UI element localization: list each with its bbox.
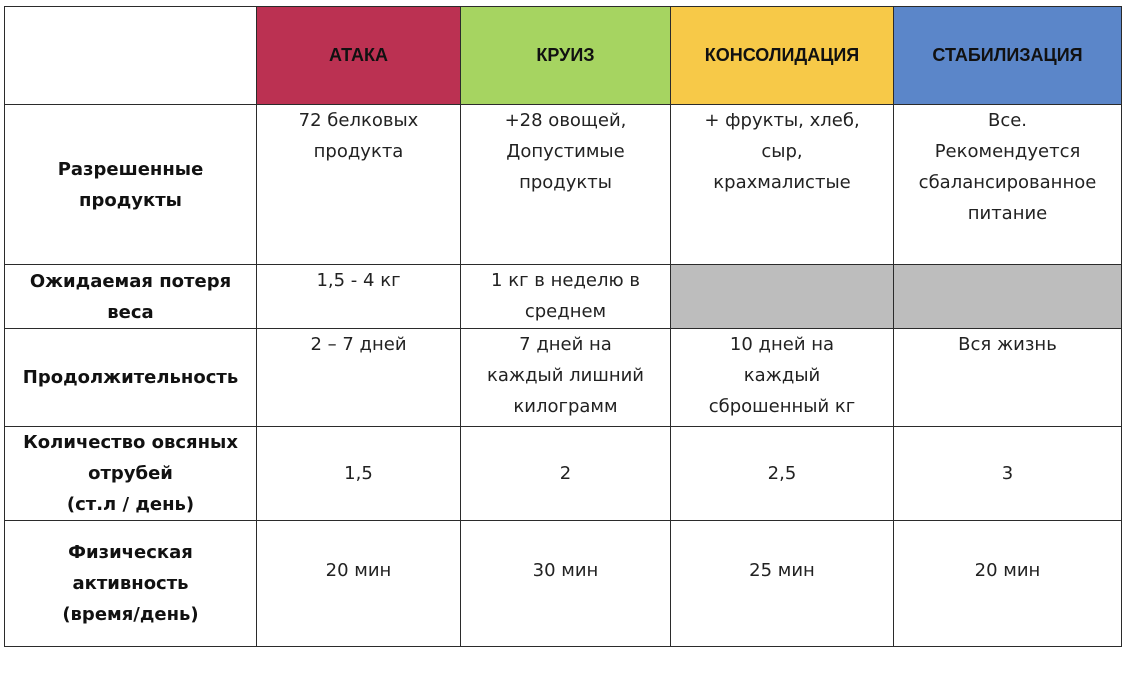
row-label-line: продукты bbox=[79, 189, 182, 211]
cell-line: питание bbox=[967, 203, 1048, 224]
table-row-oat-bran bbox=[5, 427, 1122, 521]
phase-header-cruise: КРУИЗ bbox=[461, 7, 671, 105]
cell-cruise-physical-activity bbox=[461, 521, 671, 647]
cell-stabilization-oat-bran bbox=[894, 427, 1122, 521]
cell-line: 2,5 bbox=[767, 463, 797, 484]
cell-cruise-duration bbox=[461, 329, 671, 427]
row-label-line: Количество овсяных bbox=[23, 432, 238, 453]
cell-line: Вся жизнь bbox=[958, 334, 1057, 355]
cell-line: каждый bbox=[743, 365, 821, 386]
row-label-line: Ожидаемая потеря bbox=[29, 270, 232, 292]
row-label-oat-bran bbox=[5, 427, 257, 521]
cell-attack-duration bbox=[257, 329, 461, 427]
cell-attack-physical-activity bbox=[257, 521, 461, 647]
cell-line: продукта bbox=[313, 141, 404, 162]
cell-line: +28 овощей, bbox=[504, 110, 627, 131]
cell-line: сыр, bbox=[761, 141, 803, 162]
cell-line: килограмм bbox=[513, 396, 618, 417]
cell-line: 72 белковых bbox=[298, 110, 419, 131]
cell-stabilization-physical-activity bbox=[894, 521, 1122, 647]
cell-consolidation-expected-weight-loss-empty bbox=[671, 265, 894, 329]
row-label-line: (время/день) bbox=[62, 604, 199, 625]
row-label-physical-activity bbox=[5, 521, 257, 647]
cell-line: 25 мин bbox=[749, 560, 815, 581]
cell-line: 1,5 bbox=[344, 463, 373, 484]
table-row-allowed-products bbox=[5, 105, 1122, 265]
cell-line: 2 bbox=[559, 463, 572, 484]
row-label-line: отрубей bbox=[88, 463, 173, 484]
row-label-line: (ст.л / день) bbox=[66, 494, 195, 515]
row-label-line: Продолжительность bbox=[22, 367, 239, 388]
cell-cruise-oat-bran bbox=[461, 427, 671, 521]
cell-attack-expected-weight-loss bbox=[257, 265, 461, 329]
cell-attack-allowed-products bbox=[257, 105, 461, 265]
cell-line: 1 кг в неделю в bbox=[491, 270, 640, 291]
cell-line: 1,5 - 4 кг bbox=[316, 270, 401, 291]
cell-line: Все. bbox=[987, 110, 1028, 131]
cell-line: продукты bbox=[519, 172, 612, 193]
cell-line: Рекомендуется bbox=[934, 141, 1081, 162]
row-label-line: активность bbox=[72, 573, 189, 594]
row-label-line: Разрешенные bbox=[57, 158, 204, 180]
row-label-duration bbox=[5, 329, 257, 427]
table-row-expected-weight-loss bbox=[5, 265, 1122, 329]
cell-stabilization-expected-weight-loss-empty bbox=[894, 265, 1122, 329]
row-label-line: веса bbox=[107, 301, 154, 323]
diet-phases-table bbox=[4, 6, 1122, 647]
table-row-duration bbox=[5, 329, 1122, 427]
cell-line: 20 мин bbox=[974, 560, 1041, 581]
cell-line: 20 мин bbox=[325, 560, 392, 581]
cell-consolidation-allowed-products bbox=[671, 105, 894, 265]
cell-line: 7 дней на bbox=[519, 334, 612, 355]
header-corner-cell bbox=[5, 7, 257, 105]
phase-header-stabilization: СТАБИЛИЗАЦИЯ bbox=[894, 7, 1122, 105]
phase-header-consolidation: КОНСОЛИДАЦИЯ bbox=[671, 7, 894, 105]
row-label-expected-weight-loss bbox=[5, 265, 257, 329]
cell-line: крахмалистые bbox=[713, 172, 851, 193]
cell-line: каждый лишний bbox=[486, 365, 645, 386]
cell-cruise-expected-weight-loss bbox=[461, 265, 671, 329]
cell-line: 2 – 7 дней bbox=[310, 334, 407, 355]
cell-attack-oat-bran bbox=[257, 427, 461, 521]
cell-line: сброшенный кг bbox=[708, 396, 856, 417]
phase-header-attack: АТАКА bbox=[257, 7, 461, 105]
table-row-physical-activity bbox=[5, 521, 1122, 647]
cell-cruise-allowed-products bbox=[461, 105, 671, 265]
cell-consolidation-physical-activity bbox=[671, 521, 894, 647]
cell-stabilization-duration bbox=[894, 329, 1122, 427]
cell-line: 30 мин bbox=[532, 560, 599, 581]
cell-line: среднем bbox=[524, 301, 607, 322]
cell-line: Допустимые bbox=[506, 141, 625, 162]
row-label-allowed-products bbox=[5, 105, 257, 265]
cell-stabilization-allowed-products bbox=[894, 105, 1122, 265]
cell-line: + фрукты, хлеб, bbox=[704, 110, 860, 131]
row-label-line: Физическая bbox=[68, 542, 193, 563]
cell-line: 10 дней на bbox=[729, 334, 835, 355]
table-header-row bbox=[5, 7, 1122, 105]
cell-line: сбалансированное bbox=[918, 172, 1097, 193]
cell-consolidation-oat-bran bbox=[671, 427, 894, 521]
cell-consolidation-duration bbox=[671, 329, 894, 427]
cell-line: 3 bbox=[1001, 463, 1014, 484]
